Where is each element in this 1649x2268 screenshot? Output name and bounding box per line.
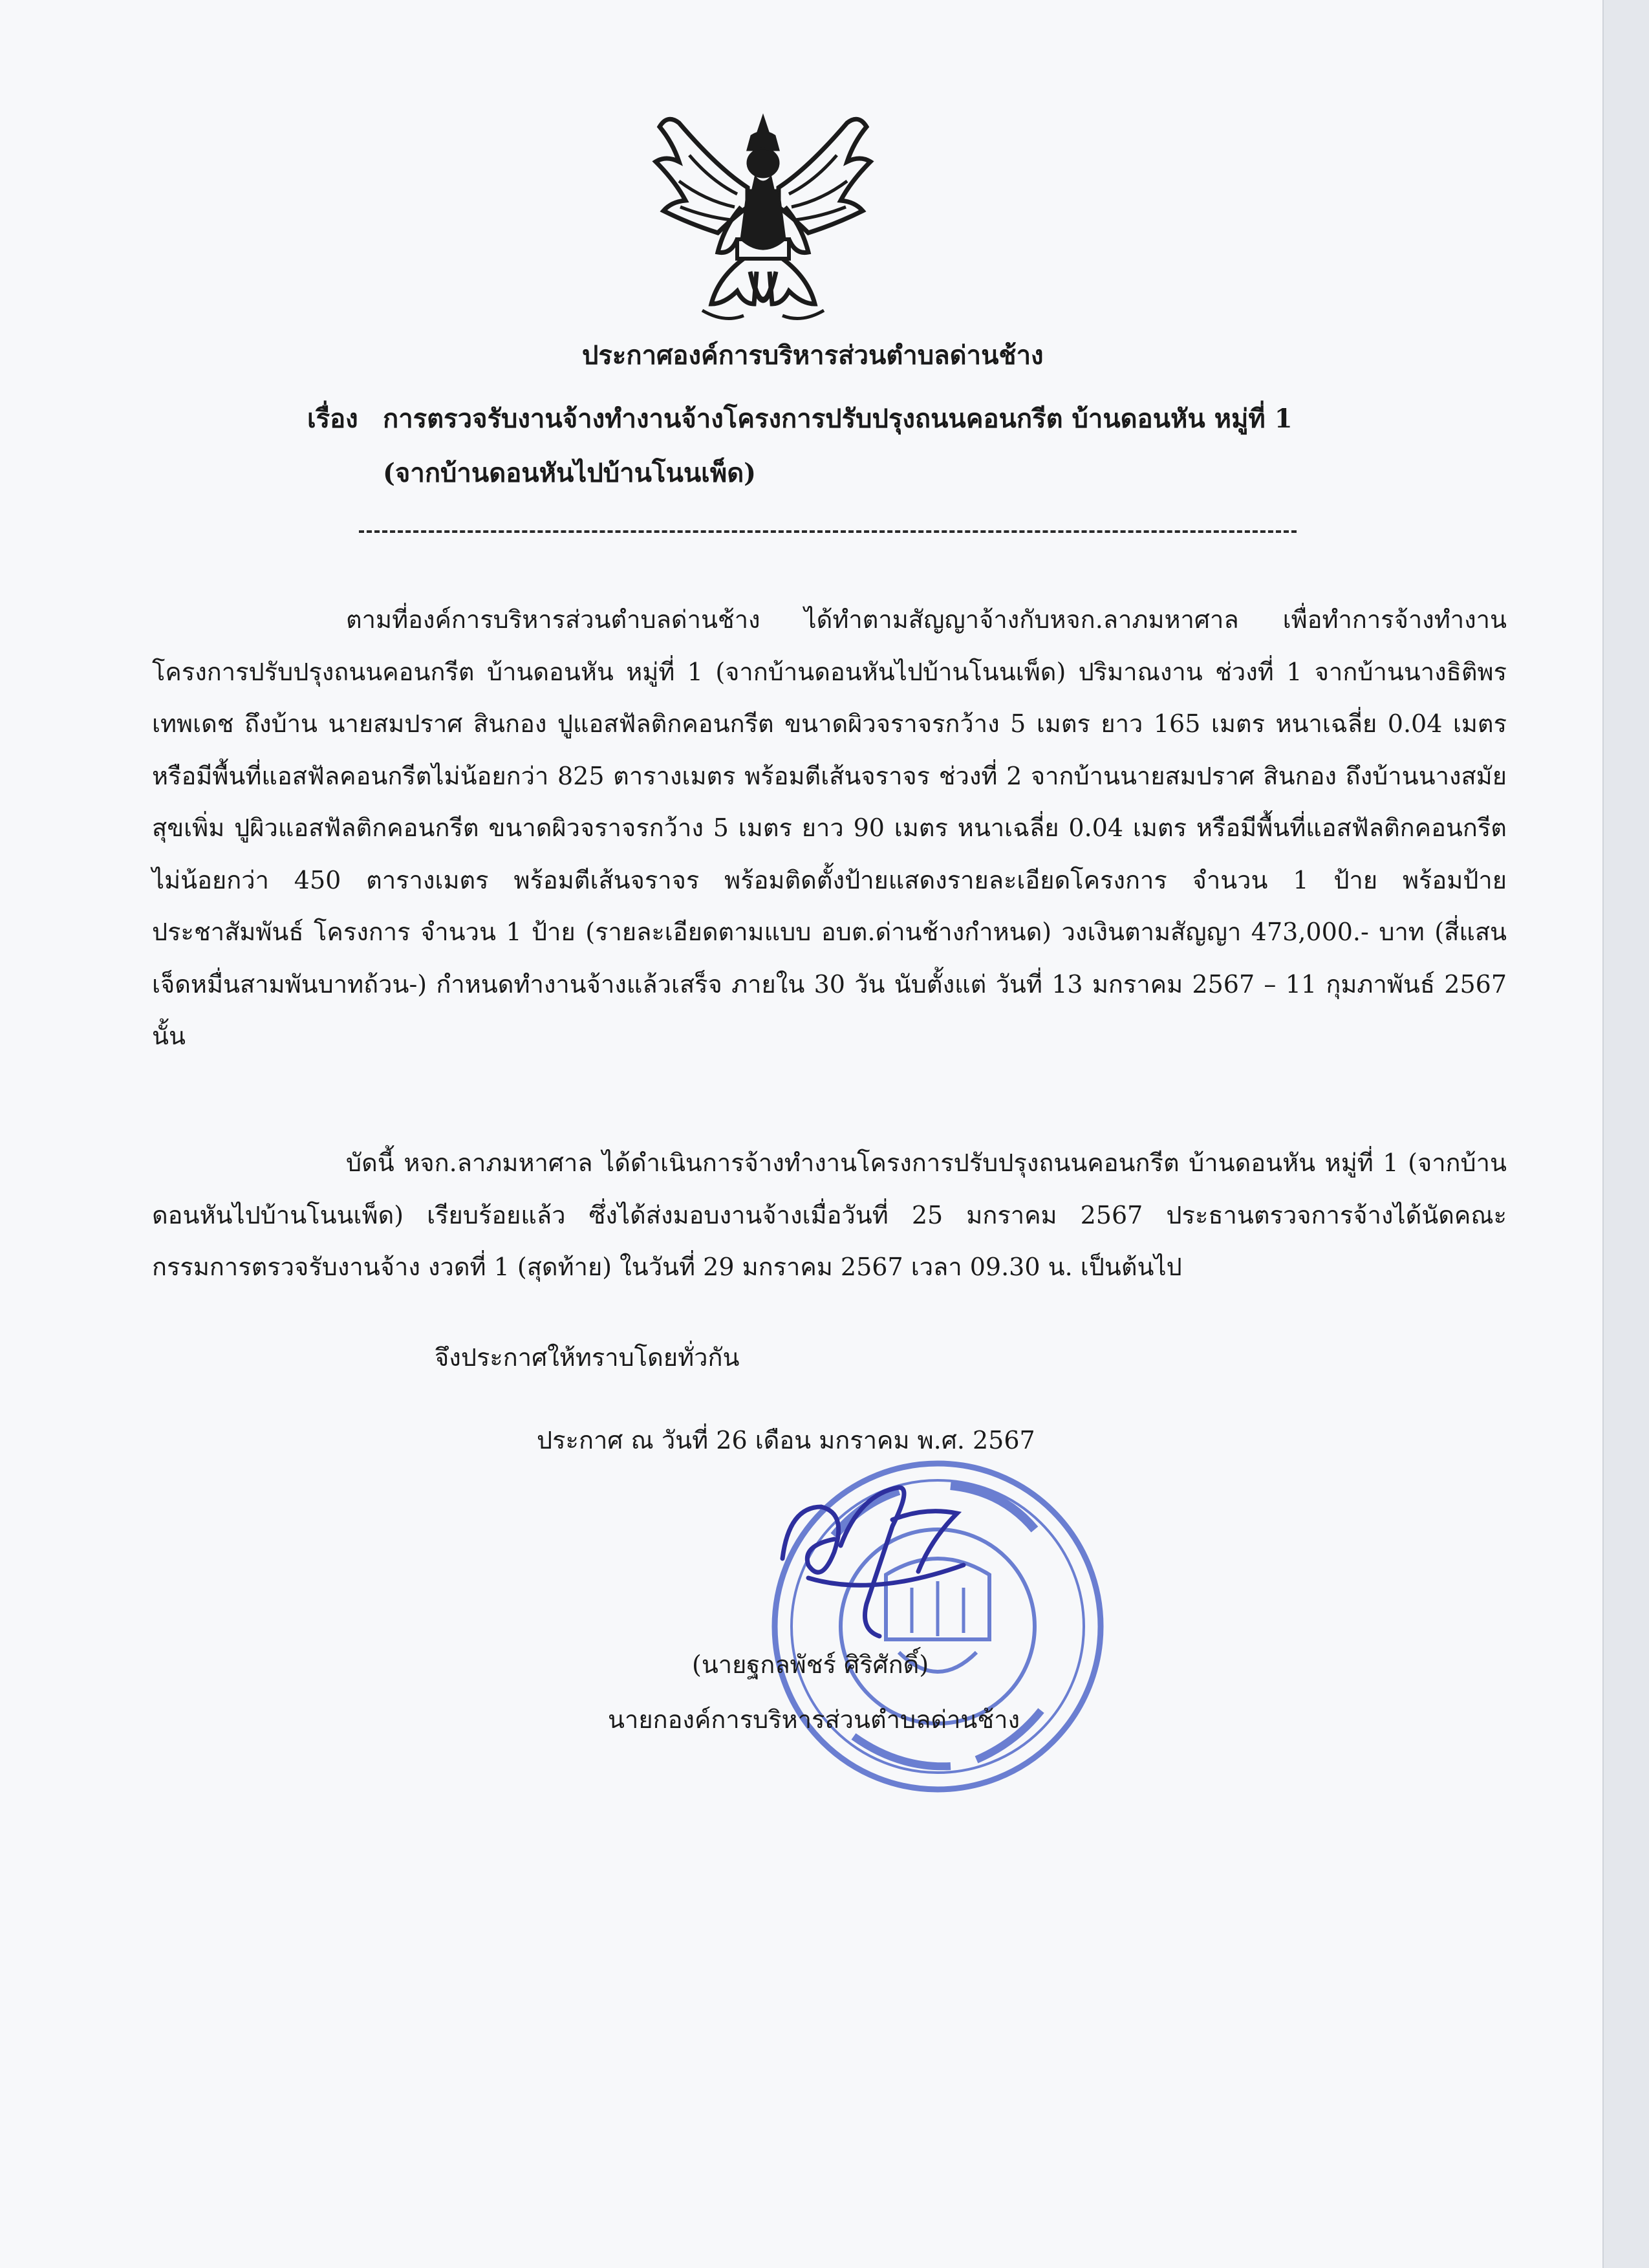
notice-line: จึงประกาศให้ทราบโดยทั่วกัน xyxy=(435,1343,740,1372)
signer-name: (นายฐกลพัชร์ ศิริศักดิ์) xyxy=(692,1650,929,1679)
page-edge xyxy=(1602,0,1649,2268)
signer-position: นายกองค์การบริหารส่วนตำบลด่านช้าง xyxy=(608,1705,1020,1734)
subject-line-2: (จากบ้านดอนหันไปบ้านโนนเพ็ด) xyxy=(383,458,757,488)
garuda-emblem-icon xyxy=(640,110,886,343)
handwritten-signature xyxy=(770,1468,1054,1675)
body-paragraph-1: ตามที่องค์การบริหารส่วนตำบลด่านช้าง ได้ทำตามสัญญาจ้างกับหจก.ลาภมหาศาล เพื่อทำการจ้างทำงานโครงการปรับปรุงถนนคอนกรีต บ้านดอนหัน หมู่ที่ 1 (จากบ้านดอนหันไปบ้านโนนเพ็ด) ปริมาณงาน ช่วงที่ 1 จากบ้านนางธิติพร เทพเดช ถึงบ้าน นายสมปราศ สินกอง ปูแอสฟัลติกคอนกรีต ขนาดผิวจราจรกว้าง 5 เมตร ยาว 165 เมตร หนาเฉลี่ย 0.04 เมตร หรือมีพื้นที่แอสฟัลคอนกรีตไม่น้อยกว่า 825 ตารางเมตร พร้อมตีเส้นจราจร ช่วงที่ 2 จากบ้านนายสมปราศ สินกอง ถึงบ้านนางสมัย สุขเพิ่ม ปูผิวแอสฟัลติกคอนกรีต ขนาดผิวจราจรกว้าง 5 เมตร ยาว 90 เมตร หนาเฉลี่ย 0.04 เมตร หรือมีพื้นที่แอสฟัลติกคอนกรีตไม่น้อยกว่า 450 ตารางเมตร พร้อมตีเส้นจราจร พร้อมติดตั้งป้ายแสดงรายละเอียดโครงการ จำนวน 1 ป้าย พร้อมป้ายประชาสัมพันธ์ โครงการ จำนวน 1 ป้าย (รายละเอียดตามแบบ อบต.ด่านช้างกำหนด) วงเงินตามสัญญา 473,000.- บาท (สี่แสนเจ็ดหมื่นสามพันบาทถ้วน-) กำหนดทำงานจ้างแล้วเสร็จ ภายใน 30 วัน นับตั้งแต่ วันที่ 13 มกราคม 2567 – 11 กุมภาพันธ์ 2567 นั้น xyxy=(152,605,1507,1050)
subject-label: เรื่อง xyxy=(307,404,358,434)
announce-date: ประกาศ ณ วันที่ 26 เดือน มกราคม พ.ศ. 2567 xyxy=(537,1426,1035,1454)
subject-line-1: การตรวจรับงานจ้างทำงานจ้างโครงการปรับปรุงถนนคอนกรีต บ้านดอนหัน หมู่ที่ 1 xyxy=(383,404,1293,434)
document-header: ประกาศองค์การบริหารส่วนตำบลด่านช้าง xyxy=(582,340,1044,371)
body-paragraph-2: บัดนี้ หจก.ลาภมหาศาล ได้ดำเนินการจ้างทำงานโครงการปรับปรุงถนนคอนกรีต บ้านดอนหัน หมู่ที่ 1 (จากบ้านดอนหันไปบ้านโนนเพ็ด) เรียบร้อยแล้ว ซึ่งได้ส่งมอบงานจ้างเมื่อวันที่ 25 มกราคม 2567 ประธานตรวจการจ้างได้นัดคณะกรรมการตรวจรับงานจ้าง งวดที่ 1 (สุดท้าย) ในวันที่ 29 มกราคม 2567 เวลา 09.30 น. เป็นต้นไป xyxy=(152,1149,1507,1281)
header-divider xyxy=(359,530,1297,533)
